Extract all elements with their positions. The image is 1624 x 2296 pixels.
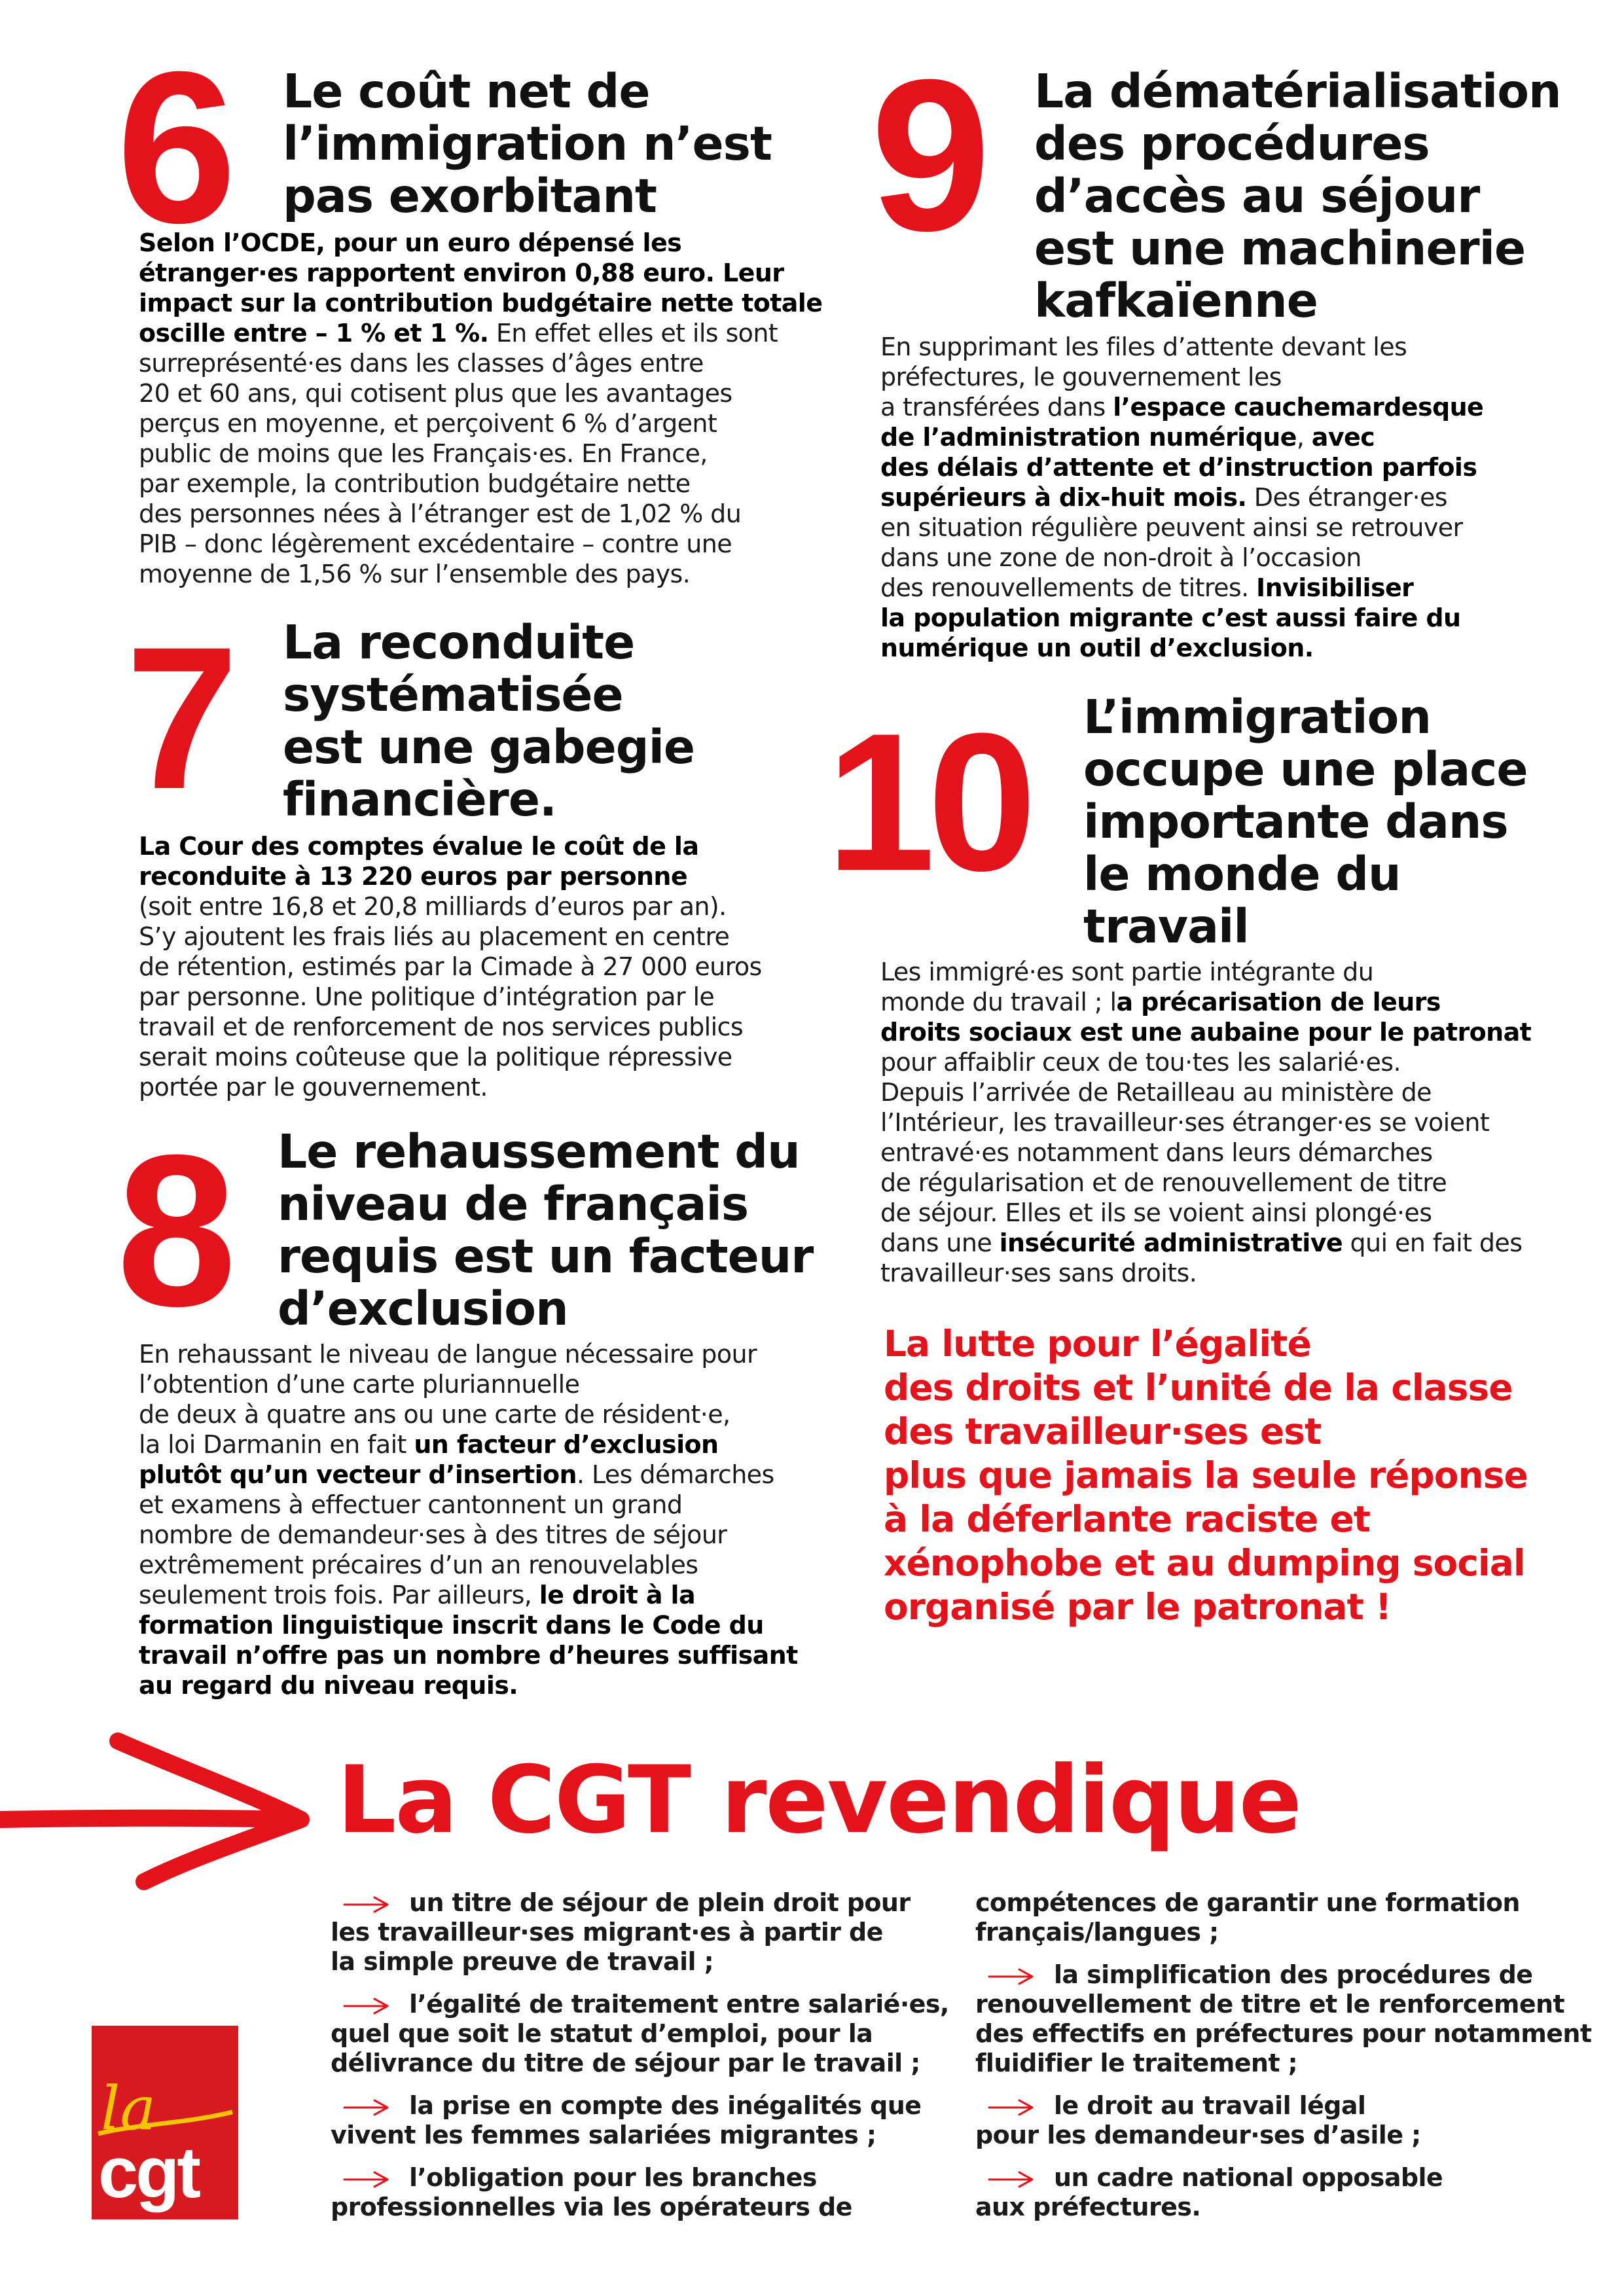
demand-line: le droit au travail légal bbox=[975, 2091, 1604, 2121]
title-line: La dématérialisation bbox=[1034, 64, 1561, 118]
demand-line: l’égalité de traitement entre salarié·es, bbox=[331, 1990, 959, 2019]
point-number: 8 bbox=[117, 1109, 229, 1351]
point-title bbox=[278, 1126, 834, 1335]
point-number: 6 bbox=[117, 26, 229, 268]
point-body: En rehaussant le niveau de langue nécessaire pour l’obtention d’une carte pluriannuelle de deux à quatre ans ou une carte de résident·e, la loi Darmanin en fait un facteur d’exclusion plutôt qu’un vecteur d’insertion. Les démarches et examens à effectuer cantonnent un grand nombre de demandeur·ses à des titres de séjour extrêmement précaires d’un an renouvelables seulement trois fois. Par ailleurs, le droit à la formation linguistique inscrit dans le Code du travail n’offre pas un nombre d’heures suffisant au regard du niveau requis. bbox=[139, 1340, 798, 1700]
demand-item bbox=[975, 1888, 1604, 1947]
callout-line: des droits et l’unité de la classe bbox=[884, 1367, 1513, 1408]
title-line: pas exorbitant bbox=[283, 169, 657, 223]
big-arrow-icon bbox=[0, 1721, 340, 1892]
demands-right-column bbox=[975, 1888, 1604, 2235]
title-line: l’immigration n’est bbox=[283, 117, 772, 171]
title-line: le monde du bbox=[1083, 847, 1401, 901]
demand-line: français/langues ; bbox=[975, 1918, 1219, 1946]
point-title bbox=[283, 65, 806, 223]
demand-line: la simplification des procédures de bbox=[975, 1960, 1604, 1990]
demand-line: pour les demandeur·ses d’asile ; bbox=[975, 2121, 1421, 2149]
demand-line: l’obligation pour les branches bbox=[331, 2163, 959, 2193]
callout-line: des travailleur·ses est bbox=[884, 1410, 1322, 1452]
demand-line: aux préfectures. bbox=[975, 2193, 1201, 2221]
title-line: requis est un facteur bbox=[278, 1229, 814, 1283]
demand-item bbox=[331, 2091, 959, 2150]
svg-text:cgt: cgt bbox=[98, 2132, 198, 2213]
demand-line: quel que soit le statut d’emploi, pour la bbox=[331, 2019, 873, 2048]
point-body: La Cour des comptes évalue le coût de la reconduite à 13 220 euros par personne (soit entre 16,8 et 20,8 milliards d’euros par an). S’y ajoutent les frais liés au placement en centre de rétention, estimés par la Cimade à 27 000 euros par personne. Une politique d’intégration par le travail et de renforcement de nos services publics serait moins coûteuse que la politique répressive portée par le gouvernement. bbox=[139, 832, 762, 1102]
callout-line: xénophobe et au dumping social bbox=[884, 1542, 1525, 1584]
demand-line: fluidifier le traitement ; bbox=[975, 2049, 1298, 2077]
demand-line: renouvellement de titre et le renforcement bbox=[975, 1990, 1565, 2018]
demand-item bbox=[975, 2163, 1604, 2222]
title-line: financière. bbox=[283, 772, 556, 827]
arrow-right-icon bbox=[331, 2170, 409, 2189]
title-line: kafkaïenne bbox=[1034, 274, 1318, 328]
demand-line: un titre de séjour de plein droit pour bbox=[331, 1888, 959, 1918]
demand-line: vivent les femmes salariées migrantes ; bbox=[331, 2121, 876, 2149]
point-number: 7 bbox=[126, 604, 231, 831]
title-line: est une gabegie bbox=[283, 720, 695, 774]
arrow-right-icon bbox=[975, 2098, 1054, 2117]
point-number: 10 bbox=[826, 692, 1029, 912]
title-line: occupe une place bbox=[1083, 742, 1528, 797]
callout-line: La lutte pour l’égalité bbox=[884, 1323, 1311, 1365]
title-line: L’immigration bbox=[1083, 690, 1431, 744]
title-line: Le rehaussement du bbox=[278, 1124, 800, 1179]
title-line: systématisée bbox=[283, 668, 623, 722]
demand-line: compétences de garantir une formation bbox=[975, 1888, 1520, 1917]
closing-statement bbox=[884, 1322, 1578, 1629]
point-title bbox=[1034, 65, 1597, 327]
demand-item bbox=[975, 1960, 1604, 2078]
arrow-right-icon bbox=[975, 1967, 1054, 1986]
title-line: travail bbox=[1083, 899, 1249, 954]
title-line: est une machinerie bbox=[1034, 221, 1526, 276]
arrow-right-icon bbox=[331, 1996, 409, 2016]
point-body: En supprimant les files d’attente devant les préfectures, le gouvernement les a transférées dans l’espace cauchemardesque de l’administration numérique, avec des délais d’attente et d’instruction parfois supérieurs à dix-huit mois. Des étranger·es en situation régulière peuvent ainsi se retrouver dans une zone de non-droit à l’occasion des renouvellements de titres. Invisibiliser la population migrante c’est aussi faire du numérique un outil d’exclusion. bbox=[880, 332, 1484, 662]
title-line: d’exclusion bbox=[278, 1282, 568, 1336]
demand-line: la simple preuve de travail ; bbox=[331, 1947, 714, 1976]
arrow-right-icon bbox=[331, 2098, 409, 2117]
demand-line: les travailleur·ses migrant·es à partir de bbox=[331, 1918, 883, 1946]
title-line: La reconduite bbox=[283, 615, 635, 670]
demand-item bbox=[331, 1990, 959, 2078]
point-title bbox=[1083, 691, 1594, 953]
demand-line: un cadre national opposable bbox=[975, 2163, 1604, 2193]
point-body: Les immigré·es sont partie intégrante du monde du travail ; la précarisation de leurs droits sociaux est une aubaine pour le patronat pour affaiblir ceux de tou·tes les salarié·es. Depuis l’arrivée de Retailleau au ministère de l’Intérieur, les travailleur·ses étranger·es se voient entravé·es notamment dans leurs démarches de régularisation et de renouvellement de titre de séjour. Elles et ils se voient ainsi plongé·es dans une insécurité administrative qui en fait des travailleur·ses sans droits. bbox=[880, 958, 1532, 1287]
demand-line: des effectifs en préfectures pour notamment bbox=[975, 2019, 1592, 2048]
demand-item bbox=[331, 2163, 959, 2222]
point-body: Selon l’OCDE, pour un euro dépensé les étranger·es rapportent environ 0,88 euro. Leur impact sur la contribution budgétaire nette totale oscille entre – 1 % et 1 %. En effet elles et ils sont surreprésenté·es dans les classes d’âges entre 20 et 60 ans, qui cotisent plus que les avantages perçus en moyenne, et perçoivent 6 % d’argent public de moins que les Français·es. En France, par exemple, la contribution budgétaire nette des personnes nées à l’étranger est de 1,02 % du PIB – donc légèrement excédentaire – contre une moyenne de 1,56 % sur l’ensemble des pays. bbox=[139, 228, 823, 588]
demand-item bbox=[331, 1888, 959, 1977]
point-number: 9 bbox=[871, 34, 983, 276]
demands-left-column bbox=[331, 1888, 959, 2235]
demand-line: professionnelles via les opérateurs de bbox=[331, 2193, 852, 2221]
title-line: Le coût net de bbox=[283, 64, 650, 118]
cgt-logo-icon bbox=[92, 2026, 238, 2219]
demand-line: délivrance du titre de séjour par le travail ; bbox=[331, 2049, 920, 2077]
demands-title: La CGT revendique bbox=[337, 1746, 1301, 1854]
title-line: niveau de français bbox=[278, 1177, 749, 1231]
title-line: des procédures bbox=[1034, 117, 1430, 171]
arrow-right-icon bbox=[331, 1895, 409, 1914]
point-title bbox=[283, 617, 806, 826]
demand-line: la prise en compte des inégalités que bbox=[331, 2091, 959, 2121]
demand-item bbox=[975, 2091, 1604, 2150]
svg-text:la: la bbox=[101, 2073, 156, 2144]
title-line: importante dans bbox=[1083, 795, 1508, 849]
callout-line: à la déferlante raciste et bbox=[884, 1498, 1371, 1540]
cgt-logo-mark bbox=[92, 2026, 238, 2219]
title-line: d’accès au séjour bbox=[1034, 169, 1480, 223]
arrow-right-icon bbox=[975, 2170, 1054, 2189]
callout-line: plus que jamais la seule réponse bbox=[884, 1454, 1528, 1496]
callout-line: organisé par le patronat ! bbox=[884, 1586, 1392, 1628]
